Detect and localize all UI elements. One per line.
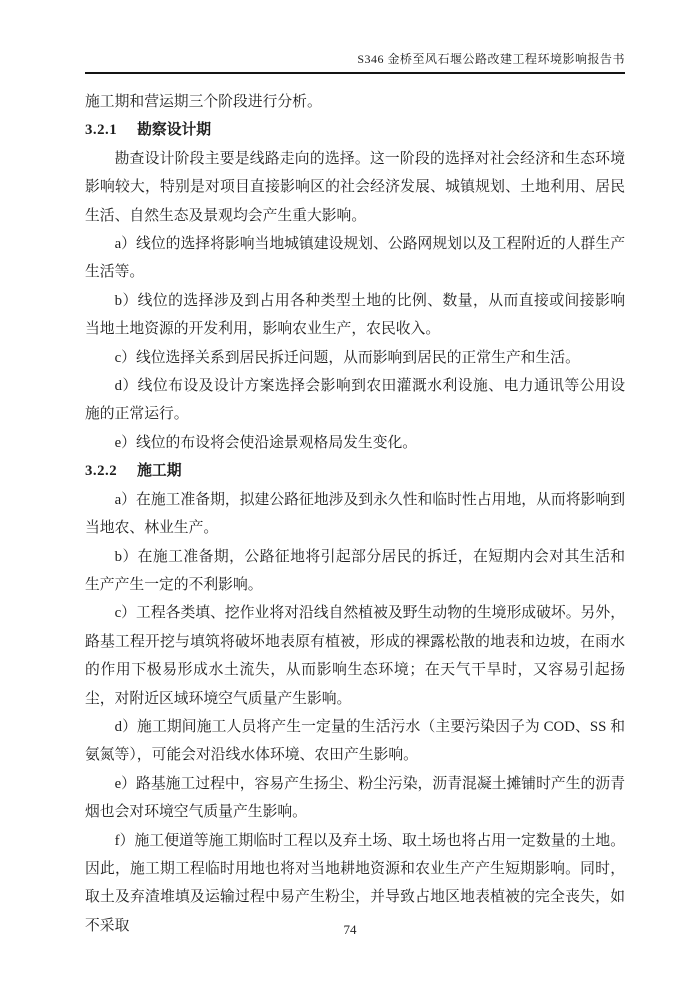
page-header xyxy=(85,50,625,74)
section-title: 勘察设计期 xyxy=(137,122,212,139)
paragraph: 勘查设计阶段主要是线路走向的选择。这一阶段的选择对社会经济和生态环境影响较大，特别是对项目直接影响区的社会经济发展、城镇规划、土地利用、居民生活、自然生态及景观均会产生重大影响。 xyxy=(85,150,625,224)
paragraph: d）线位布设及设计方案选择会影响到农田灌溉水利设施、电力通讯等公用设施的正常运行。 xyxy=(85,378,625,423)
paragraph: f）施工便道等施工期临时工程以及弃土场、取土场也将占用一定数量的土地。因此，施工期工程临时用地也将对当地耕地资源和农业生产产生短期影响。同时，取土及弃渣堆填及运输过程中易产生粉尘，并导致占地区地表植被的完全丧失，如不采取 xyxy=(85,832,625,934)
paragraph: b）线位的选择涉及到占用各种类型土地的比例、数量，从而直接或间接影响当地土地资源的开发利用，影响农业生产，农民收入。 xyxy=(85,292,625,338)
paragraph: c）工程各类填、挖作业将对沿线自然植被及野生动物的生境形成破坏。另外，路基工程开挖与填筑将破坏地表原有植被，形成的裸露松散的地表和边坡，在雨水的作用下极易形成水土流失，从而影响生态环境；在天气干旱时，又容易引起扬尘，对附近区域环境空气质量产生影响。 xyxy=(85,605,625,707)
section-number: 3.2.2 xyxy=(85,463,118,480)
page-footer xyxy=(0,922,700,938)
paragraph: a）在施工准备期，拟建公路征地涉及到永久性和临时性占用地，从而将影响到当地农、林业生产。 xyxy=(85,491,625,537)
paragraph: 施工期和营运期三个阶段进行分析。 xyxy=(85,94,322,110)
paragraph: e）路基施工过程中，容易产生扬尘、粉尘污染，沥青混凝土摊铺时产生的沥青烟也会对环境空气质量产生影响。 xyxy=(85,775,625,821)
paragraph: e）线位的布设将会使沿途景观格局发生变化。 xyxy=(114,434,418,451)
document-body xyxy=(85,88,625,940)
paragraph: d）施工期间施工人员将产生一定量的生活污水（主要污染因子为 COD、SS 和氨氮等），可能会对沿线水体环境、农田产生影响。 xyxy=(85,718,625,764)
paragraph: b）在施工准备期，公路征地将引起部分居民的拆迁，在短期内会对其生活和生产产生一定的不利影响。 xyxy=(85,548,625,593)
paragraph: c）线位选择关系到居民拆迁问题，从而影响到居民的正常生产和生活。 xyxy=(114,349,580,366)
section-heading xyxy=(85,116,625,144)
section-heading xyxy=(85,457,625,485)
section-title: 施工期 xyxy=(137,463,182,480)
page-number: 74 xyxy=(343,922,357,937)
header-title: S346 金桥至风石堰公路改建工程环境影响报告书 xyxy=(357,52,625,66)
section-number: 3.2.1 xyxy=(85,122,118,139)
paragraph: a）线位的选择将影响当地城镇建设规划、公路网规划以及工程附近的人群生产生活等。 xyxy=(85,236,625,281)
